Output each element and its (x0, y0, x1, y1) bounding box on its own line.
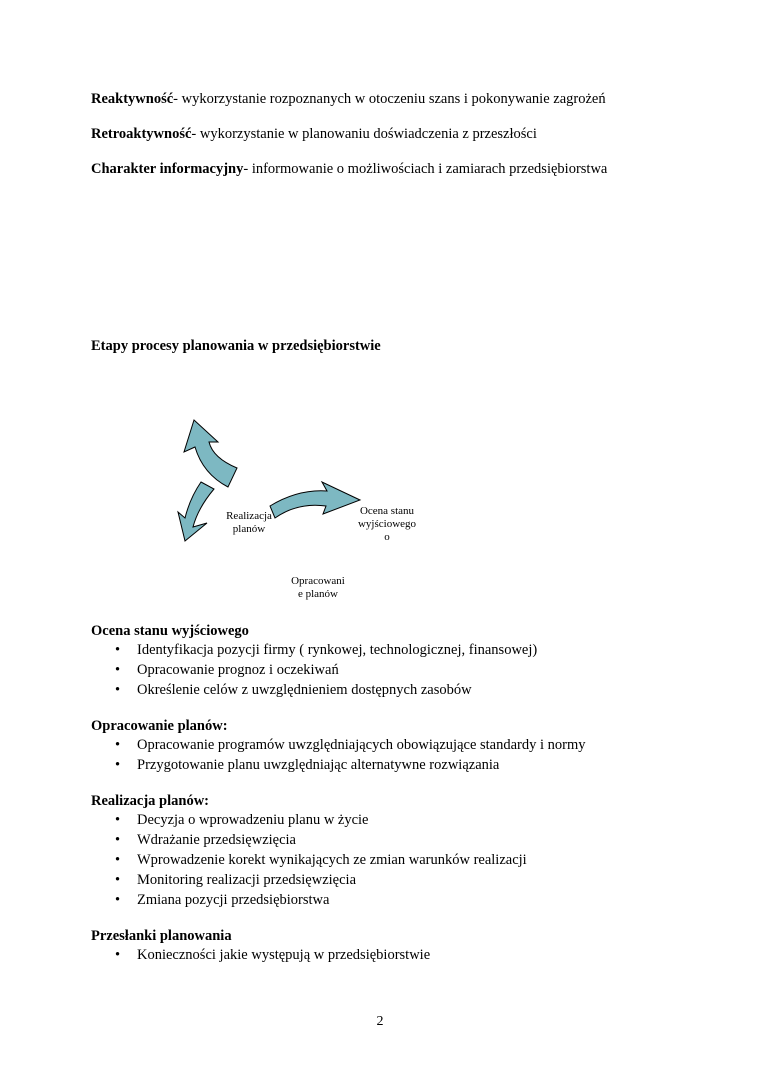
section-heading-przeslanki: Przesłanki planowania (91, 928, 232, 944)
diagram-label-line: e planów (297, 588, 338, 600)
list-item-text: Identyfikacja pozycji firmy ( rynkowej, technologicznej, finansowej) (137, 642, 538, 658)
cycle-arrow-left (178, 482, 214, 541)
section-heading-ocena: Ocena stanu wyjściowego (91, 623, 249, 639)
definition-term: Retroaktywność (91, 126, 192, 142)
bullet-icon: • (115, 947, 121, 963)
diagram-label-ocena (352, 505, 422, 544)
bullet-icon: • (115, 737, 121, 753)
list-item-text: Decyzja o wprowadzeniu planu w życie (137, 812, 369, 828)
list-item (91, 870, 527, 890)
list-item (91, 660, 537, 680)
list-item-text: Wprowadzenie korekt wynikających ze zmian warunków realizacji (137, 852, 527, 868)
diagram-label-line: o (384, 531, 390, 543)
bullet-icon: • (115, 757, 121, 773)
list-item (91, 735, 586, 755)
bullet-list-ocena (91, 640, 537, 700)
bullet-icon: • (115, 682, 121, 698)
definition-retroaktywnosc (91, 126, 537, 143)
list-item-text: Opracowanie programów uwzględniających obowiązujące standardy i normy (137, 737, 586, 753)
bullet-icon: • (115, 642, 121, 658)
diagram-label-realizacja (216, 510, 282, 536)
list-item (91, 830, 527, 850)
list-item-text: Zmiana pozycji przedsiębiorstwa (137, 892, 330, 908)
diagram-label-opracowanie (283, 575, 353, 601)
definition-text: - wykorzystanie rozpoznanych w otoczeniu szans i pokonywanie zagrożeń (173, 91, 606, 107)
bullet-icon: • (115, 832, 121, 848)
section-heading-realizacja: Realizacja planów: (91, 793, 209, 809)
list-item (91, 890, 527, 910)
definition-term: Charakter informacyjny (91, 161, 244, 177)
page-number: 2 (376, 1014, 384, 1029)
section-heading-opracowanie: Opracowanie planów: (91, 718, 228, 734)
bullet-list-realizacja (91, 810, 527, 910)
diagram-label-line: wyjściowego (357, 518, 417, 530)
list-item-text: Konieczności jakie występują w przedsiębiorstwie (137, 947, 431, 963)
list-item-text: Monitoring realizacji przedsięwzięcia (137, 872, 357, 888)
definition-charakter-informacyjny (91, 161, 607, 178)
bullet-icon: • (115, 872, 121, 888)
list-item-text: Wdrażanie przedsięwzięcia (137, 832, 296, 848)
definition-text: - wykorzystanie w planowaniu doświadczenia z przeszłości (191, 126, 537, 142)
diagram-label-line: Opracowani (291, 575, 345, 587)
bullet-icon: • (115, 812, 121, 828)
cycle-arrow-right (270, 482, 360, 518)
bullet-list-przeslanki (91, 945, 430, 965)
bullet-list-opracowanie (91, 735, 586, 775)
definition-text: - informowanie o możliwościach i zamiarach przedsiębiorstwa (243, 161, 608, 177)
list-item (91, 755, 586, 775)
bullet-icon: • (115, 662, 121, 678)
list-item (91, 810, 527, 830)
bullet-icon: • (115, 892, 121, 908)
list-item (91, 850, 527, 870)
list-item-text: Określenie celów z uwzględnieniem dostępnych zasobów (137, 682, 472, 698)
list-item (91, 945, 430, 965)
diagram-label-line: planów (232, 523, 266, 535)
list-item-text: Opracowanie prognoz i oczekiwań (137, 662, 339, 678)
definition-reaktywnosc (91, 91, 606, 108)
cycle-arrow-top (184, 420, 237, 487)
definition-term: Reaktywność (91, 91, 174, 107)
bullet-icon: • (115, 852, 121, 868)
section-title: Etapy procesy planowania w przedsiębiorstwie (91, 338, 381, 354)
list-item (91, 640, 537, 660)
diagram-label-line: Realizacja (226, 510, 272, 522)
diagram-label-line: Ocena stanu (359, 505, 415, 517)
list-item (91, 680, 537, 700)
list-item-text: Przygotowanie planu uwzględniając alternatywne rozwiązania (137, 757, 500, 773)
